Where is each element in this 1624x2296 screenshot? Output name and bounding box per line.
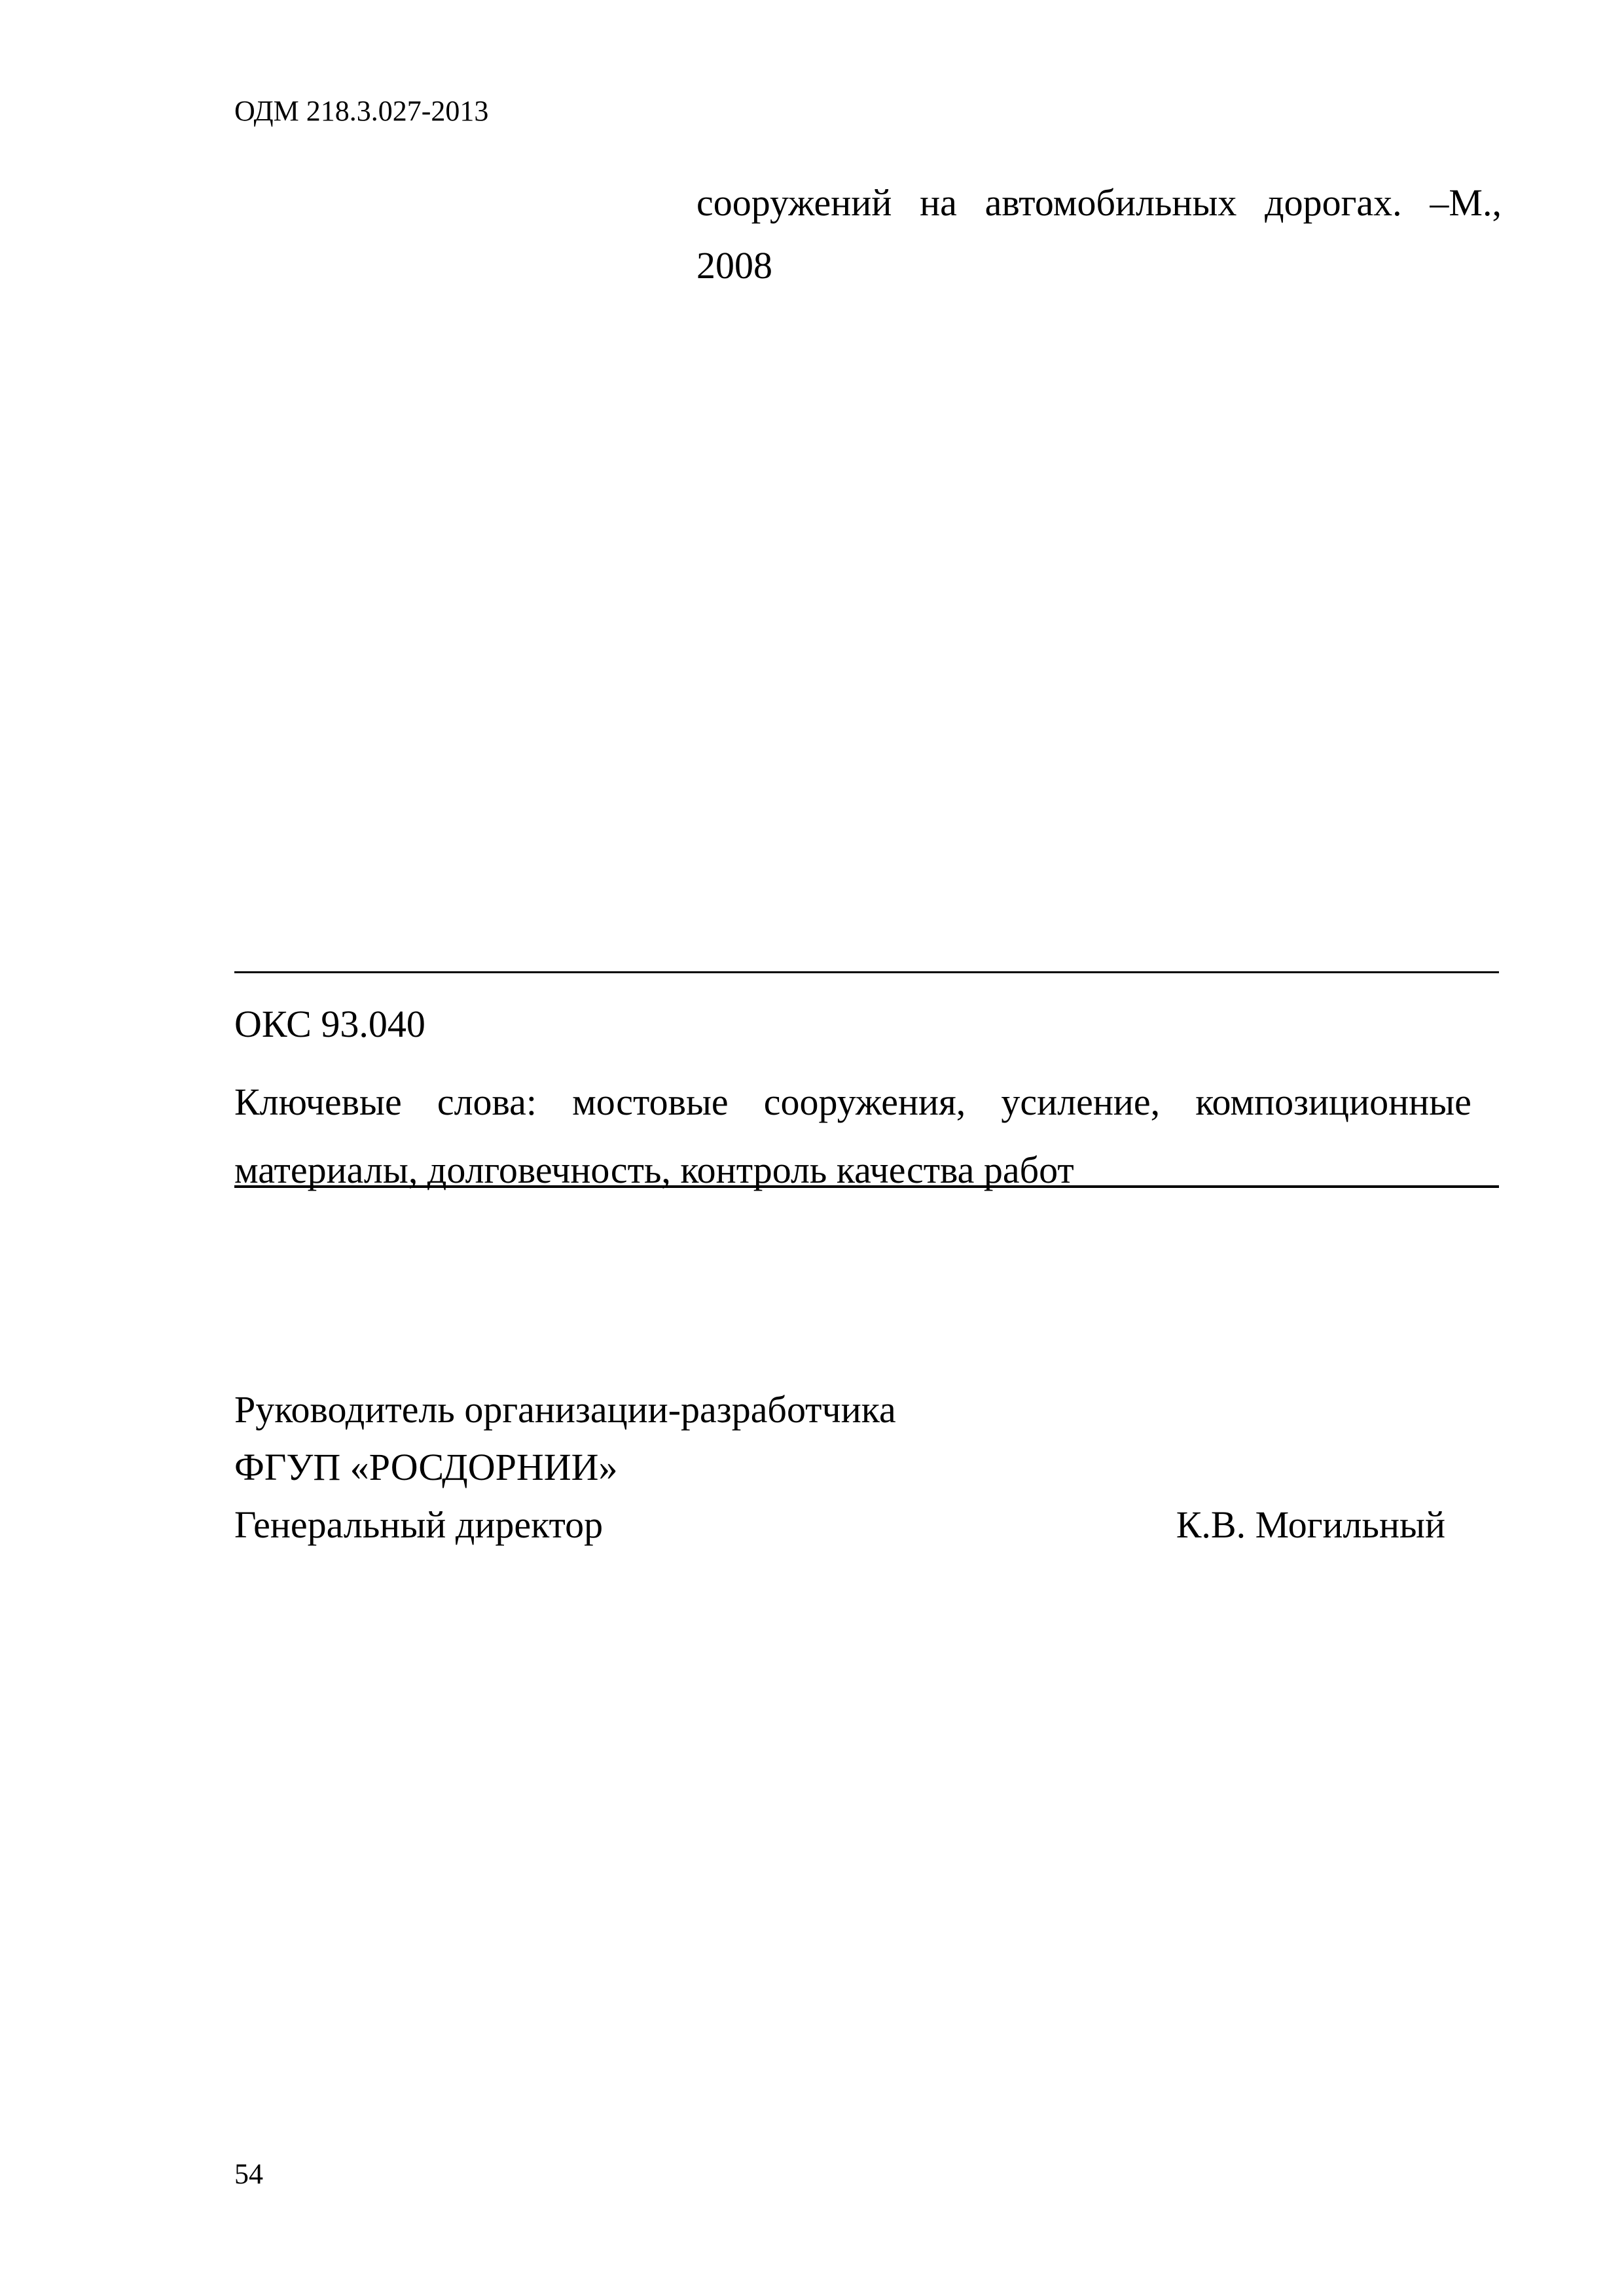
signature-block [234,1381,1445,1554]
reference-word: сооружений [696,181,892,224]
keyword-word: усиление, [1001,1081,1161,1123]
keyword-word: мостовые [572,1081,729,1123]
top-divider [234,971,1499,973]
page-number: 54 [234,2158,263,2190]
bottom-divider [234,1185,1499,1188]
signature-organization: ФГУП «РОСДОРНИИ» [234,1446,618,1488]
keywords-line-1 [234,1068,1471,1136]
keywords-line-2: материалы, долговечность, контроль качества работ [234,1149,1074,1191]
keyword-word: сооружения, [763,1081,966,1123]
reference-word: –М., [1430,181,1502,224]
signature-row [234,1496,1445,1554]
keyword-word: Ключевые [234,1081,402,1123]
reference-line-1 [696,171,1502,234]
reference-continuation [696,171,1502,297]
document-code-header: ОДМ 218.3.027-2013 [234,95,489,127]
signature-position: Генеральный директор [234,1503,604,1546]
reference-word: дорогах. [1265,181,1402,224]
keyword-word: композиционные [1195,1081,1471,1123]
oks-classifier: ОКС 93.040 [234,1003,425,1045]
signature-role: Руководитель организации-разработчика [234,1388,896,1431]
keywords-block [234,1068,1471,1204]
reference-word: на [920,181,957,224]
reference-year: 2008 [696,244,772,287]
keyword-word: слова: [437,1081,537,1123]
reference-word: автомобильных [984,181,1237,224]
signature-name: К.В. Могильный [1176,1503,1445,1546]
